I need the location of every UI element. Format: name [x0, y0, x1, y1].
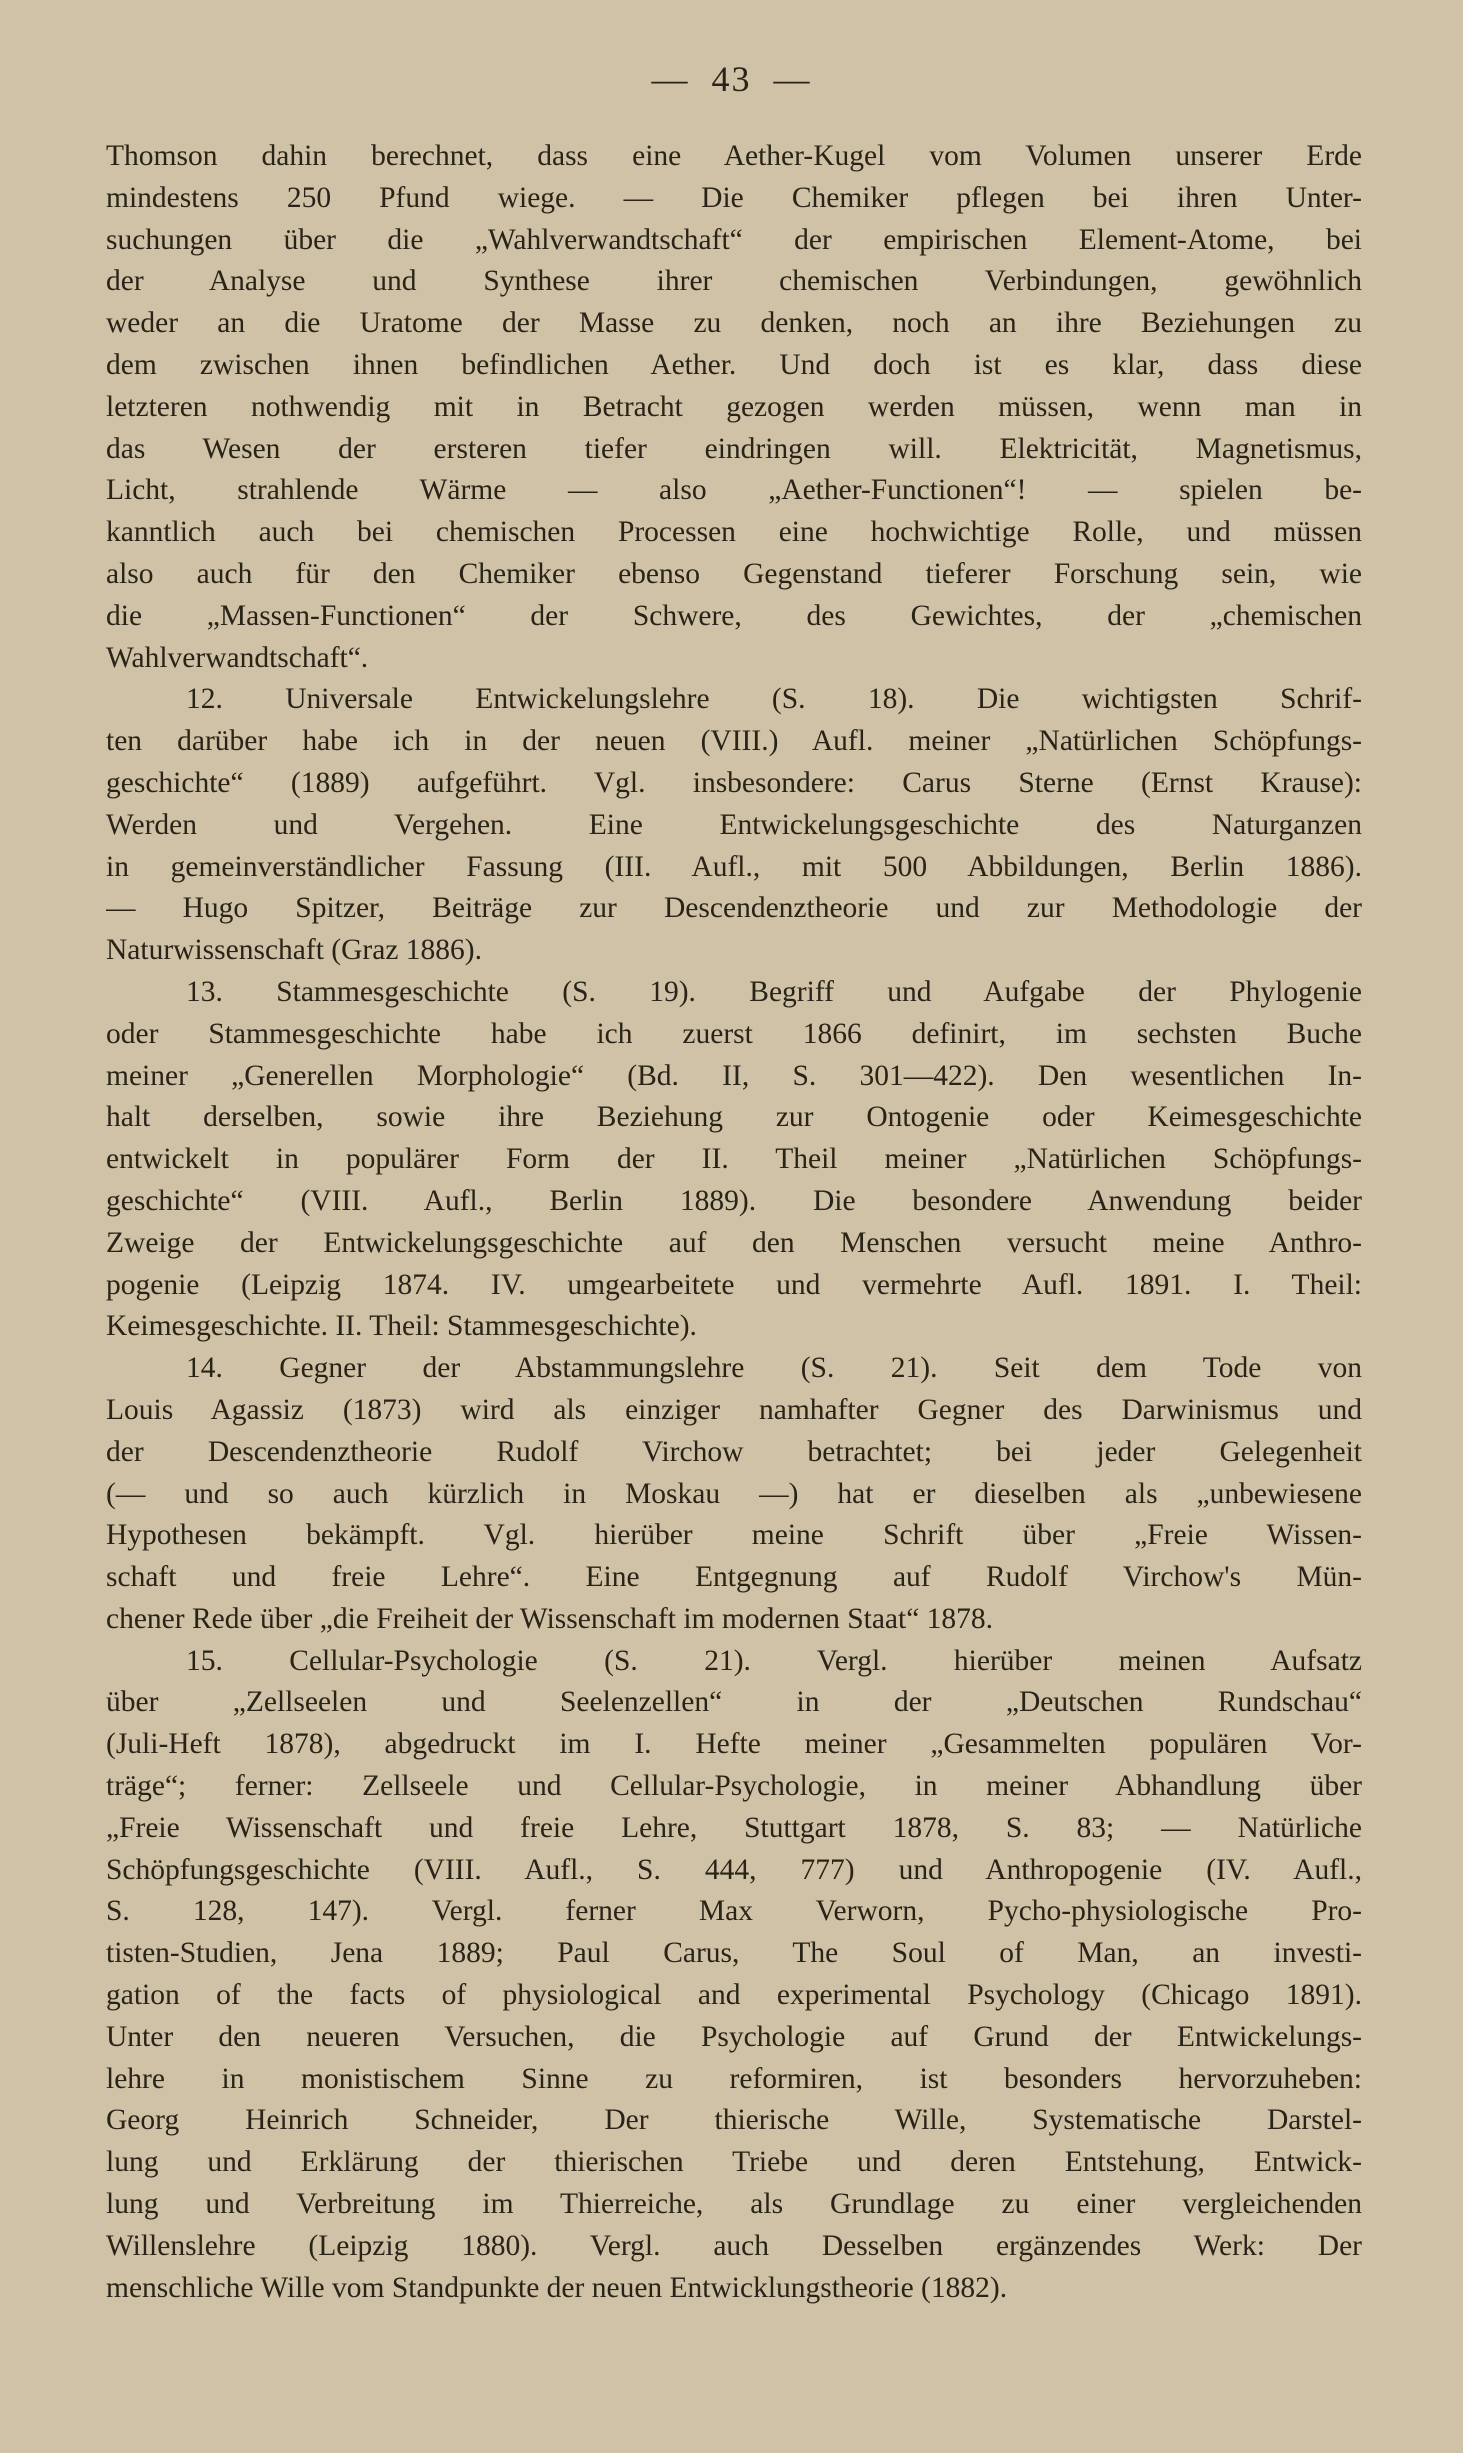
text-line: ten darüber habe ich in der neuen (VIII.) Aufl. meiner „Natürlichen Schöpfungs-	[106, 725, 1362, 758]
header-dash-left: —	[651, 59, 690, 99]
text-line: also auch für den Chemiker ebenso Gegenstand tieferer Forschung sein, wie	[106, 557, 1362, 590]
text-line: Wahlverwandtschaft“.	[106, 641, 369, 674]
page-header	[0, 58, 1463, 100]
text-line: der Analyse und Synthese ihrer chemischen Verbindungen, gewöhnlich	[106, 265, 1362, 298]
text-line: 14. Gegner der Abstammungslehre (S. 21). Seit dem Tode von	[186, 1352, 1362, 1385]
text-line: gation of the facts of physiological and experimental Psychology (Chicago 1891).	[106, 1979, 1362, 2012]
text-line: entwickelt in populärer Form der II. Theil meiner „Natürlichen Schöpfungs-	[106, 1143, 1362, 1176]
text-line: (Juli-Heft 1878), abgedruckt im I. Hefte meiner „Gesammelten populären Vor-	[106, 1728, 1362, 1761]
text-line: Thomson dahin berechnet, dass eine Aether-Kugel vom Volumen unserer Erde	[106, 140, 1362, 172]
text-line: über „Zellseelen und Seelenzellen“ in der „Deutschen Rundschau“	[106, 1686, 1362, 1719]
text-line: lehre in monistischem Sinne zu reformiren, ist besonders hervorzuheben:	[106, 2062, 1362, 2095]
text-line: oder Stammesgeschichte habe ich zuerst 1866 definirt, im sechsten Buche	[106, 1017, 1362, 1050]
text-line: 15. Cellular-Psychologie (S. 21). Vergl. hierüber meinen Aufsatz	[186, 1644, 1362, 1677]
text-line: das Wesen der ersteren tiefer eindringen will. Elektricität, Magnetismus,	[106, 432, 1362, 465]
text-line: Keimesgeschichte. II. Theil: Stammesgeschichte).	[106, 1310, 697, 1343]
text-line: Unter den neueren Versuchen, die Psychologie auf Grund der Entwickelungs-	[106, 2020, 1362, 2053]
text-line: träge“; ferner: Zellseele und Cellular-Psychologie, in meiner Abhandlung über	[106, 1770, 1362, 1803]
text-line: weder an die Uratome der Masse zu denken, noch an ihre Beziehungen zu	[106, 307, 1362, 340]
text-line: S. 128, 147). Vergl. ferner Max Verworn, Pycho-physiologische Pro-	[106, 1895, 1362, 1928]
text-line: meiner „Generellen Morphologie“ (Bd. II, S. 301—422). Den wesentlichen In-	[106, 1059, 1362, 1092]
text-line: Naturwissenschaft (Graz 1886).	[106, 934, 482, 967]
text-line: halt derselben, sowie ihre Beziehung zur Ontogenie oder Keimesgeschichte	[106, 1101, 1362, 1134]
body-text	[106, 136, 1362, 2309]
text-line: chener Rede über „die Freiheit der Wissenschaft im modernen Staat“ 1878.	[106, 1602, 994, 1635]
text-line: Schöpfungsgeschichte (VIII. Aufl., S. 444, 777) und Anthropogenie (IV. Aufl.,	[106, 1853, 1362, 1886]
text-line: lung und Verbreitung im Thierreiche, als Grundlage zu einer vergleichenden	[106, 2188, 1362, 2221]
text-line: letzteren nothwendig mit in Betracht gezogen werden müssen, wenn man in	[106, 390, 1362, 423]
page-number: 43	[711, 59, 752, 99]
text-line: lung und Erklärung der thierischen Triebe und deren Entstehung, Entwick-	[106, 2146, 1362, 2179]
text-line: geschichte“ (1889) aufgeführt. Vgl. insbesondere: Carus Sterne (Ernst Krause):	[106, 766, 1362, 799]
text-line: menschliche Wille vom Standpunkte der neuen Entwicklungstheorie (1882).	[106, 2271, 1008, 2304]
text-line: Werden und Vergehen. Eine Entwickelungsgeschichte des Naturganzen	[106, 808, 1362, 841]
text-line: geschichte“ (VIII. Aufl., Berlin 1889). Die besondere Anwendung beider	[106, 1184, 1362, 1217]
text-line: suchungen über die „Wahlverwandtschaft“ der empirischen Element-Atome, bei	[106, 223, 1362, 256]
text-line: Louis Agassiz (1873) wird als einziger namhafter Gegner des Darwinismus und	[106, 1393, 1362, 1426]
text-line: mindestens 250 Pfund wiege. — Die Chemiker pflegen bei ihren Unter-	[106, 181, 1362, 214]
text-line: kanntlich auch bei chemischen Processen eine hochwichtige Rolle, und müssen	[106, 516, 1362, 549]
text-line: dem zwischen ihnen befindlichen Aether. Und doch ist es klar, dass diese	[106, 348, 1362, 381]
text-line: die „Massen-Functionen“ der Schwere, des Gewichtes, der „chemischen	[106, 599, 1362, 632]
text-line: (— und so auch kürzlich in Moskau —) hat er dieselben als „unbewiesene	[106, 1477, 1362, 1510]
text-line: der Descendenztheorie Rudolf Virchow betrachtet; bei jeder Gelegenheit	[106, 1435, 1362, 1468]
text-line: in gemeinverständlicher Fassung (III. Aufl., mit 500 Abbildungen, Berlin 1886).	[106, 850, 1362, 883]
text-line: Zweige der Entwickelungsgeschichte auf den Menschen versucht meine Anthro-	[106, 1226, 1362, 1259]
text-line: „Freie Wissenschaft und freie Lehre, Stuttgart 1878, S. 83; — Natürliche	[106, 1811, 1362, 1844]
text-line: 12. Universale Entwickelungslehre (S. 18). Die wichtigsten Schrif-	[186, 683, 1362, 716]
text-line: Licht, strahlende Wärme — also „Aether-Functionen“! — spielen be-	[106, 474, 1362, 507]
header-dash-right: —	[773, 59, 812, 99]
text-line: 13. Stammesgeschichte (S. 19). Begriff und Aufgabe der Phylogenie	[186, 975, 1362, 1008]
text-line: Georg Heinrich Schneider, Der thierische Wille, Systematische Darstel-	[106, 2104, 1362, 2137]
text-line: Hypothesen bekämpft. Vgl. hierüber meine Schrift über „Freie Wissen-	[106, 1519, 1362, 1552]
text-line: tisten-Studien, Jena 1889; Paul Carus, The Soul of Man, an investi-	[106, 1937, 1362, 1970]
text-line: — Hugo Spitzer, Beiträge zur Descendenztheorie und zur Methodologie der	[106, 892, 1362, 925]
text-line: pogenie (Leipzig 1874. IV. umgearbeitete und vermehrte Aufl. 1891. I. Theil:	[106, 1268, 1362, 1301]
text-line: schaft und freie Lehre“. Eine Entgegnung auf Rudolf Virchow's Mün-	[106, 1561, 1362, 1594]
text-line: Willenslehre (Leipzig 1880). Vergl. auch Desselben ergänzendes Werk: Der	[106, 2229, 1362, 2262]
